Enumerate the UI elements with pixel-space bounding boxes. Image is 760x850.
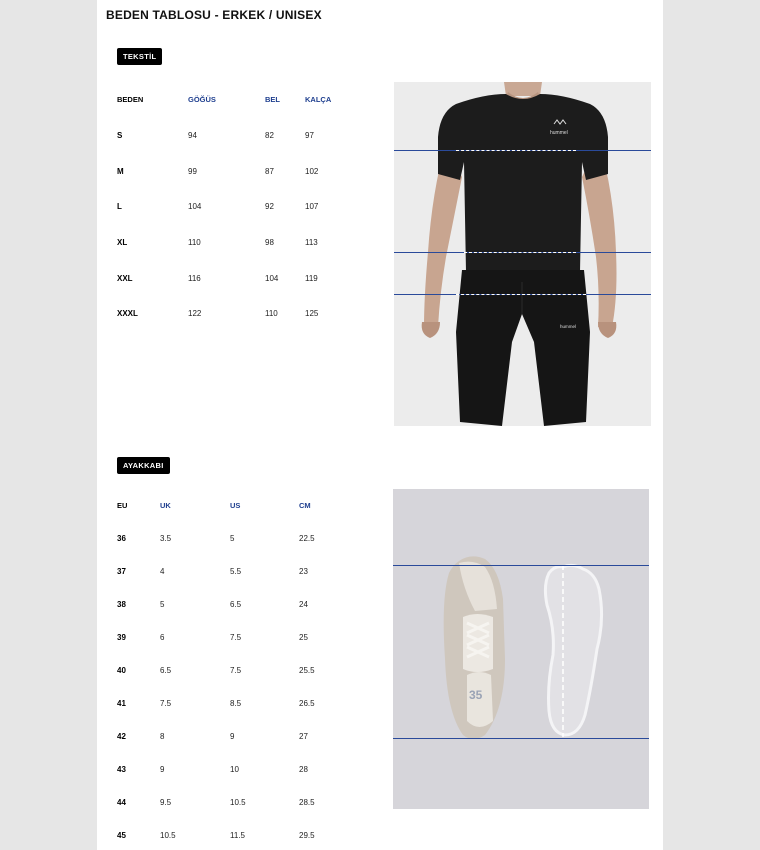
header-eu: EU [117, 501, 128, 510]
table-row-chest: 116 [188, 274, 201, 283]
table-row-uk: 5 [160, 600, 165, 609]
table-row-eu: 43 [117, 765, 126, 774]
header-cm: CM [299, 501, 311, 510]
table-row-cm: 25.5 [299, 666, 315, 675]
toe-guide-line [393, 565, 649, 566]
shoe-and-foot-icon [393, 489, 649, 809]
table-row-us: 11.5 [230, 831, 245, 840]
table-row-eu: 38 [117, 600, 126, 609]
svg-text:hummel: hummel [560, 324, 577, 329]
table-row-us: 10 [230, 765, 239, 774]
table-row-waist: 110 [265, 309, 278, 318]
table-row-eu: 39 [117, 633, 126, 642]
table-row-uk: 6.5 [160, 666, 172, 675]
table-row-uk: 10.5 [160, 831, 176, 840]
table-row-cm: 24 [299, 600, 308, 609]
table-row-hip: 97 [305, 131, 314, 140]
table-row-chest: 122 [188, 309, 202, 318]
header-chest: GÖĞÜS [188, 95, 216, 104]
header-us: US [230, 501, 241, 510]
table-row-chest: 104 [188, 202, 202, 211]
table-row-chest: 94 [188, 131, 197, 140]
textile-tag: TEKSTİL [117, 48, 162, 65]
table-row-size: M [117, 167, 124, 176]
table-row-hip: 107 [305, 202, 319, 211]
table-row-us: 7.5 [230, 666, 242, 675]
table-row-hip: 102 [305, 167, 319, 176]
chest-dashed-line [456, 150, 576, 151]
table-row-uk: 4 [160, 567, 165, 576]
table-row-us: 5 [230, 534, 235, 543]
table-row-size: XXXL [117, 309, 138, 318]
table-row-cm: 28.5 [299, 798, 315, 807]
table-row-uk: 8 [160, 732, 165, 741]
table-row-waist: 82 [265, 131, 274, 140]
table-row-uk: 9.5 [160, 798, 172, 807]
table-row-cm: 27 [299, 732, 308, 741]
table-row-size: L [117, 202, 122, 211]
size-chart-page [97, 0, 663, 850]
table-row-cm: 25 [299, 633, 308, 642]
page-title: BEDEN TABLOSU - ERKEK / UNISEX [106, 8, 322, 22]
table-row-size: S [117, 131, 123, 140]
table-row-waist: 87 [265, 167, 274, 176]
table-row-cm: 23 [299, 567, 308, 576]
table-row-cm: 22.5 [299, 534, 315, 543]
table-row-us: 9 [230, 732, 235, 741]
table-row-us: 6.5 [230, 600, 242, 609]
table-row-cm: 29.5 [299, 831, 315, 840]
table-row-eu: 41 [117, 699, 126, 708]
table-row-us: 5.5 [230, 567, 242, 576]
table-row-eu: 37 [117, 567, 126, 576]
table-row-us: 7.5 [230, 633, 242, 642]
table-row-uk: 9 [160, 765, 165, 774]
table-row-uk: 6 [160, 633, 165, 642]
table-row-eu: 45 [117, 831, 126, 840]
table-row-size: XL [117, 238, 128, 247]
header-uk: UK [160, 501, 171, 510]
shoe-tag: AYAKKABI [117, 457, 170, 474]
table-row-uk: 3.5 [160, 534, 172, 543]
table-row-chest: 99 [188, 167, 197, 176]
table-row-size: XXL [117, 274, 133, 283]
model-figure-icon [394, 82, 651, 426]
table-row-cm: 26.5 [299, 699, 315, 708]
table-row-waist: 92 [265, 202, 274, 211]
table-row-hip: 119 [305, 274, 318, 283]
header-hip: KALÇA [305, 95, 332, 104]
table-row-cm: 28 [299, 765, 308, 774]
table-row-us: 10.5 [230, 798, 246, 807]
table-row-chest: 110 [188, 238, 201, 247]
table-row-eu: 40 [117, 666, 126, 675]
table-row-eu: 36 [117, 534, 126, 543]
svg-text:35: 35 [469, 688, 483, 702]
table-row-hip: 125 [305, 309, 319, 318]
table-row-uk: 7.5 [160, 699, 172, 708]
table-row-us: 8.5 [230, 699, 242, 708]
table-row-eu: 42 [117, 732, 126, 741]
hip-dashed-line [456, 294, 586, 295]
model-photo [394, 82, 651, 426]
svg-text:hummel: hummel [550, 130, 568, 136]
shoe-photo [393, 489, 649, 809]
heel-guide-line [393, 738, 649, 739]
header-size: BEDEN [117, 95, 144, 104]
waist-dashed-line [464, 252, 576, 253]
table-row-waist: 98 [265, 238, 274, 247]
table-row-eu: 44 [117, 798, 126, 807]
table-row-hip: 113 [305, 238, 318, 247]
header-waist: BEL [265, 95, 280, 104]
table-row-waist: 104 [265, 274, 279, 283]
